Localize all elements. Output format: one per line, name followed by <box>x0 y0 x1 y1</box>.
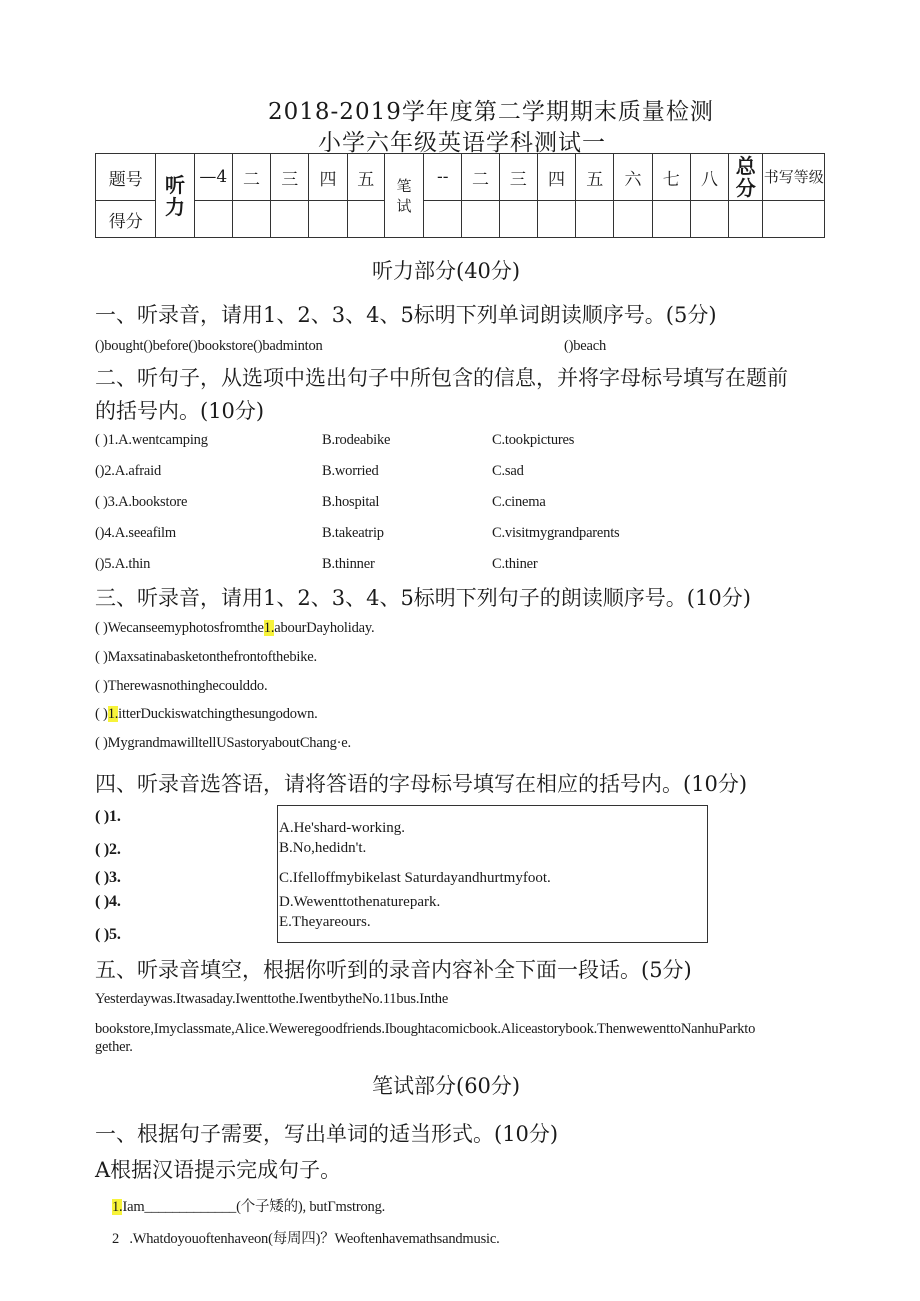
score-cell[interactable] <box>729 201 763 238</box>
part2-q2-c: C.sad <box>492 463 524 479</box>
part1-last-word: ()beach <box>564 338 607 354</box>
header-cell-w5: 五 <box>576 154 614 201</box>
writing-question-2: 2 .Whatdoyouoftenhaveon(每周四)？Weoftenhavemathsandmusic. <box>112 1231 500 1247</box>
answer-option-e: E.Theyareours. <box>279 914 371 930</box>
header-cell-l3: 三 <box>271 154 309 201</box>
header-cell-l5: 五 <box>347 154 384 201</box>
score-cell[interactable] <box>424 201 462 238</box>
part4-blank-1: ( )1. <box>95 808 121 825</box>
part5-line-2: bookstore,Imyclassmate,Alice.Weweregoodfriends.Iboughtacomicbook.Aliceastorybook.ThenwewenttoNanhuParkto <box>95 1021 756 1037</box>
answer-option-d: D.Wewenttothenaturepark. <box>279 894 441 910</box>
exam-title-line2: 小学六年级英语学科测试一 <box>318 130 606 156</box>
answer-option-b: B.No,hedidn't. <box>279 840 367 856</box>
part3-sentence-2: ( )Maxsatinabasketonthefrontofthebike. <box>95 649 317 665</box>
score-cell[interactable] <box>462 201 499 238</box>
part2-q1-c: C.tookpictures <box>492 432 575 448</box>
header-cell-total: 总分 <box>729 154 763 201</box>
part3-sentence-4: ( )1.itterDuckiswatchingthesungodown. <box>95 706 318 722</box>
header-cell-w2: 二 <box>462 154 499 201</box>
part2-q1-b: B.rodeabike <box>322 432 391 448</box>
score-cell[interactable] <box>652 201 690 238</box>
score-table <box>95 153 825 238</box>
writing-question-1: 1.Iam_____________(个子矮的), butΓmstrong. <box>112 1199 386 1215</box>
header-cell-w4: 四 <box>537 154 575 201</box>
answer-option-c: C.Ifelloffmybikelast Saturdayandhurtmyfoot. <box>279 870 551 886</box>
header-cell-l1: —4 <box>194 154 232 201</box>
score-cell[interactable] <box>309 201 347 238</box>
header-cell-w8: 八 <box>690 154 728 201</box>
part2-q4-c: C.visitmygrandparents <box>492 525 620 541</box>
part1-words: ()bought()before()bookstore()badminton <box>95 338 323 354</box>
header-cell-w3: 三 <box>499 154 537 201</box>
writing-heading: 笔试部分(60分) <box>372 1074 521 1098</box>
writing-sub-a: A根据汉语提示完成句子。 <box>95 1158 342 1182</box>
listening-heading: 听力部分(40分) <box>372 259 521 283</box>
part4-blank-4: ( )4. <box>95 893 121 910</box>
part2-q1-a: ( )1.A.wentcamping <box>95 432 208 448</box>
part2-title-line1: 二、听句子，从选项中选出句子中所包含的信息，并将字母标号填写在题前 <box>95 366 788 390</box>
part1-title: 一、听录音，请用1、2、3、4、5标明下列单词朗读顺序号。(5分) <box>95 303 717 327</box>
part4-blank-3: ( )3. <box>95 869 121 886</box>
part3-sentence-3: ( )Therewasnothinghecoulddo. <box>95 678 268 694</box>
score-cell[interactable] <box>537 201 575 238</box>
part2-q5-a: ()5.A.thin <box>95 556 151 572</box>
part2-title-line2: 的括号内。(10分) <box>95 399 265 423</box>
score-cell[interactable] <box>271 201 309 238</box>
part5-line-3: gether. <box>95 1039 133 1055</box>
score-cell[interactable] <box>614 201 652 238</box>
answer-option-a: A.He'shard-working. <box>279 820 406 836</box>
writing-part1-title: 一、根据句子需要，写出单词的适当形式。(10分) <box>95 1122 559 1146</box>
part2-q5-c: C.thiner <box>492 556 538 572</box>
score-row-label: 得分 <box>96 201 156 238</box>
part3-sentence-1: ( )Wecanseemyphotosfromthe1.abourDayholiday. <box>95 620 375 636</box>
part3-title: 三、听录音，请用1、2、3、4、5标明下列句子的朗读顺序号。(10分) <box>95 586 751 610</box>
header-cell-w7: 七 <box>652 154 690 201</box>
score-cell[interactable] <box>232 201 270 238</box>
header-cell-written: 笔试 <box>384 154 423 238</box>
part2-q5-b: B.thinner <box>322 556 375 572</box>
part4-blank-2: ( )2. <box>95 841 121 858</box>
exam-title-line1: 2018-2019学年度第二学期期末质量检测 <box>268 99 714 125</box>
header-cell-w6: 六 <box>614 154 652 201</box>
part5-line-1: Yesterdaywas.Itwasaday.Iwenttothe.IwentbytheNo.11bus.Inthe <box>95 991 449 1007</box>
part2-q3-c: C.cinema <box>492 494 546 510</box>
part2-q3-a: ( )3.A.bookstore <box>95 494 188 510</box>
score-cell[interactable] <box>347 201 384 238</box>
score-cell[interactable] <box>499 201 537 238</box>
score-cell[interactable] <box>576 201 614 238</box>
part2-q2-b: B.worried <box>322 463 379 479</box>
header-cell-writing-grade: 书写等级 <box>763 154 825 201</box>
part4-title: 四、听录音选答语，请将答语的字母标号填写在相应的括号内。(10分) <box>95 772 748 796</box>
header-cell-listening: 听力 <box>156 154 194 238</box>
score-cell[interactable] <box>690 201 728 238</box>
header-cell-question-no: 题号 <box>96 154 156 201</box>
part4-blank-5: ( )5. <box>95 926 121 943</box>
header-cell-w1: -- <box>424 154 462 201</box>
part2-q4-a: ()4.A.seeafilm <box>95 525 176 541</box>
part3-sentence-5: ( )MygrandmawilltellUSastoryaboutChang·e. <box>95 735 351 751</box>
part2-q4-b: B.takeatrip <box>322 525 384 541</box>
part5-title: 五、听录音填空，根据你听到的录音内容补全下面一段话。(5分) <box>95 958 692 982</box>
score-cell[interactable] <box>763 201 825 238</box>
part2-q2-a: ()2.A.afraid <box>95 463 162 479</box>
score-cell[interactable] <box>194 201 232 238</box>
header-cell-l4: 四 <box>309 154 347 201</box>
part2-q3-b: B.hospital <box>322 494 380 510</box>
header-cell-l2: 二 <box>232 154 270 201</box>
